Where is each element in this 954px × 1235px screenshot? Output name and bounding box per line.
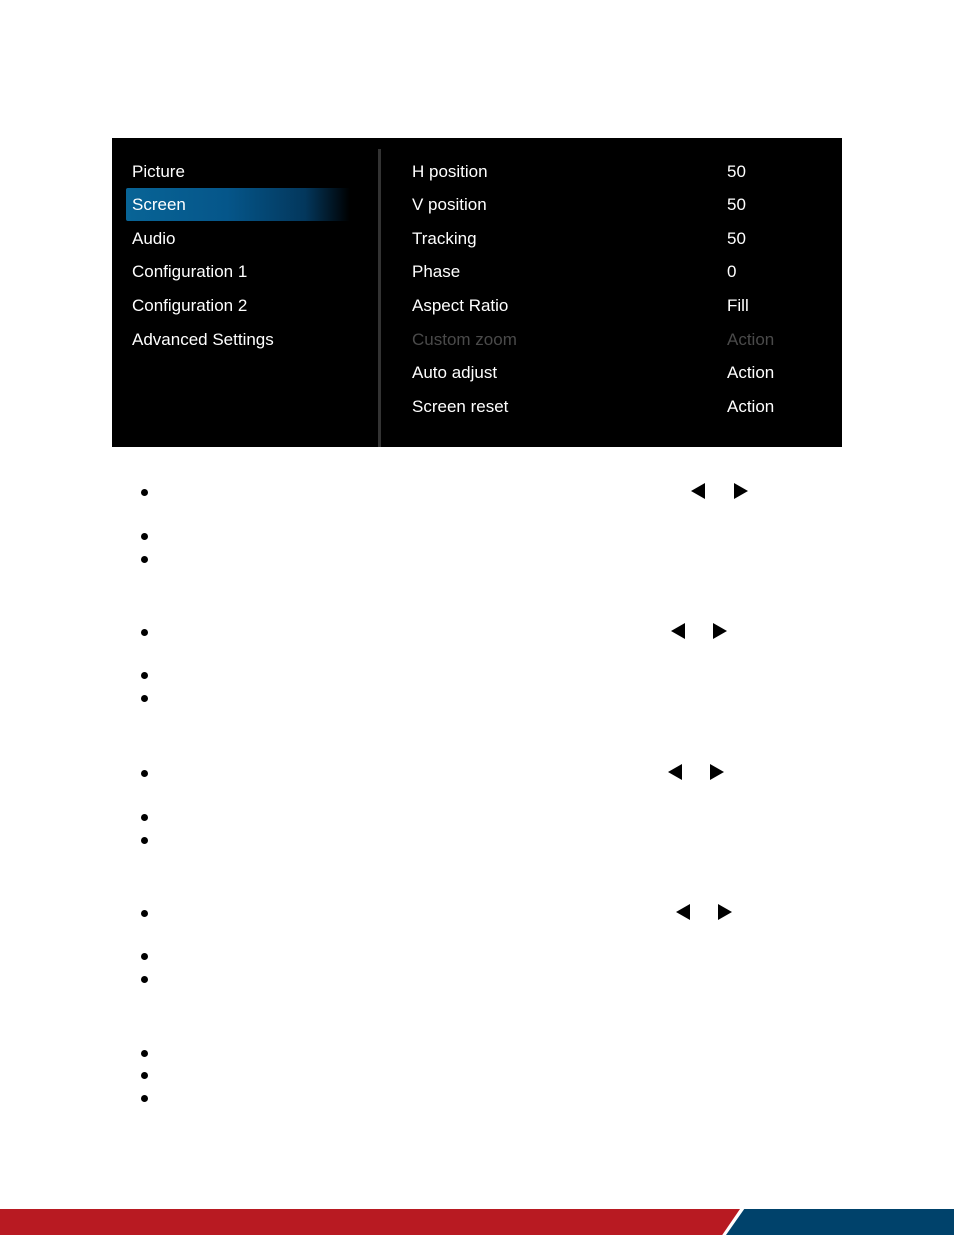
bullet-icon xyxy=(141,814,148,821)
bullet-icon xyxy=(141,1072,148,1079)
setting-value-screen-reset: Action xyxy=(727,397,775,416)
arrow-right-icon xyxy=(718,904,732,920)
setting-label-tracking[interactable]: Tracking xyxy=(412,229,477,248)
setting-value-phase: 0 xyxy=(727,262,737,281)
bullet-icon xyxy=(141,1050,148,1057)
bullet-icon xyxy=(141,556,148,563)
setting-value-h-position: 50 xyxy=(727,162,746,181)
bullet-icon xyxy=(141,533,148,540)
menu-item-screen[interactable]: Screen xyxy=(126,188,350,221)
footer-band-blue xyxy=(726,1209,954,1235)
menu-item-picture[interactable]: Picture xyxy=(132,162,185,181)
arrow-right-icon xyxy=(710,764,724,780)
bullet-icon xyxy=(141,629,148,636)
menu-item-advanced-settings[interactable]: Advanced Settings xyxy=(132,330,274,349)
setting-label-phase[interactable]: Phase xyxy=(412,262,461,281)
setting-label-auto-adjust[interactable]: Auto adjust xyxy=(412,363,498,382)
bullet-icon xyxy=(141,672,148,679)
osd-category-list xyxy=(112,138,378,447)
arrow-left-icon xyxy=(691,483,705,499)
arrow-left-icon xyxy=(671,623,685,639)
bullet-icon xyxy=(141,837,148,844)
setting-label-v-position[interactable]: V position xyxy=(412,195,487,214)
setting-label-screen-reset[interactable]: Screen reset xyxy=(412,397,509,416)
setting-value-v-position: 50 xyxy=(727,195,746,214)
bullet-icon xyxy=(141,695,148,702)
setting-label-custom-zoom: Custom zoom xyxy=(412,330,517,349)
bullet-icon xyxy=(141,1095,148,1102)
arrow-left-icon xyxy=(676,904,690,920)
bullet-icon xyxy=(141,953,148,960)
setting-value-auto-adjust: Action xyxy=(727,363,775,382)
setting-label-aspect-ratio[interactable]: Aspect Ratio xyxy=(412,296,509,315)
bullet-icon xyxy=(141,910,148,917)
menu-item-audio[interactable]: Audio xyxy=(132,229,176,248)
menu-item-configuration-2[interactable]: Configuration 2 xyxy=(132,296,248,315)
osd-menu-panel xyxy=(112,138,842,447)
setting-value-tracking: 50 xyxy=(727,229,746,248)
arrow-right-icon xyxy=(734,483,748,499)
arrow-left-icon xyxy=(668,764,682,780)
osd-divider xyxy=(378,149,381,447)
arrow-right-icon xyxy=(713,623,727,639)
menu-item-configuration-1[interactable]: Configuration 1 xyxy=(132,262,248,281)
setting-value-custom-zoom: Action xyxy=(727,330,775,349)
setting-value-aspect-ratio: Fill xyxy=(727,296,749,315)
setting-label-h-position[interactable]: H position xyxy=(412,162,488,181)
bullet-icon xyxy=(141,489,148,496)
bullet-icon xyxy=(141,976,148,983)
bullet-icon xyxy=(141,770,148,777)
footer-band-red xyxy=(0,1209,740,1235)
